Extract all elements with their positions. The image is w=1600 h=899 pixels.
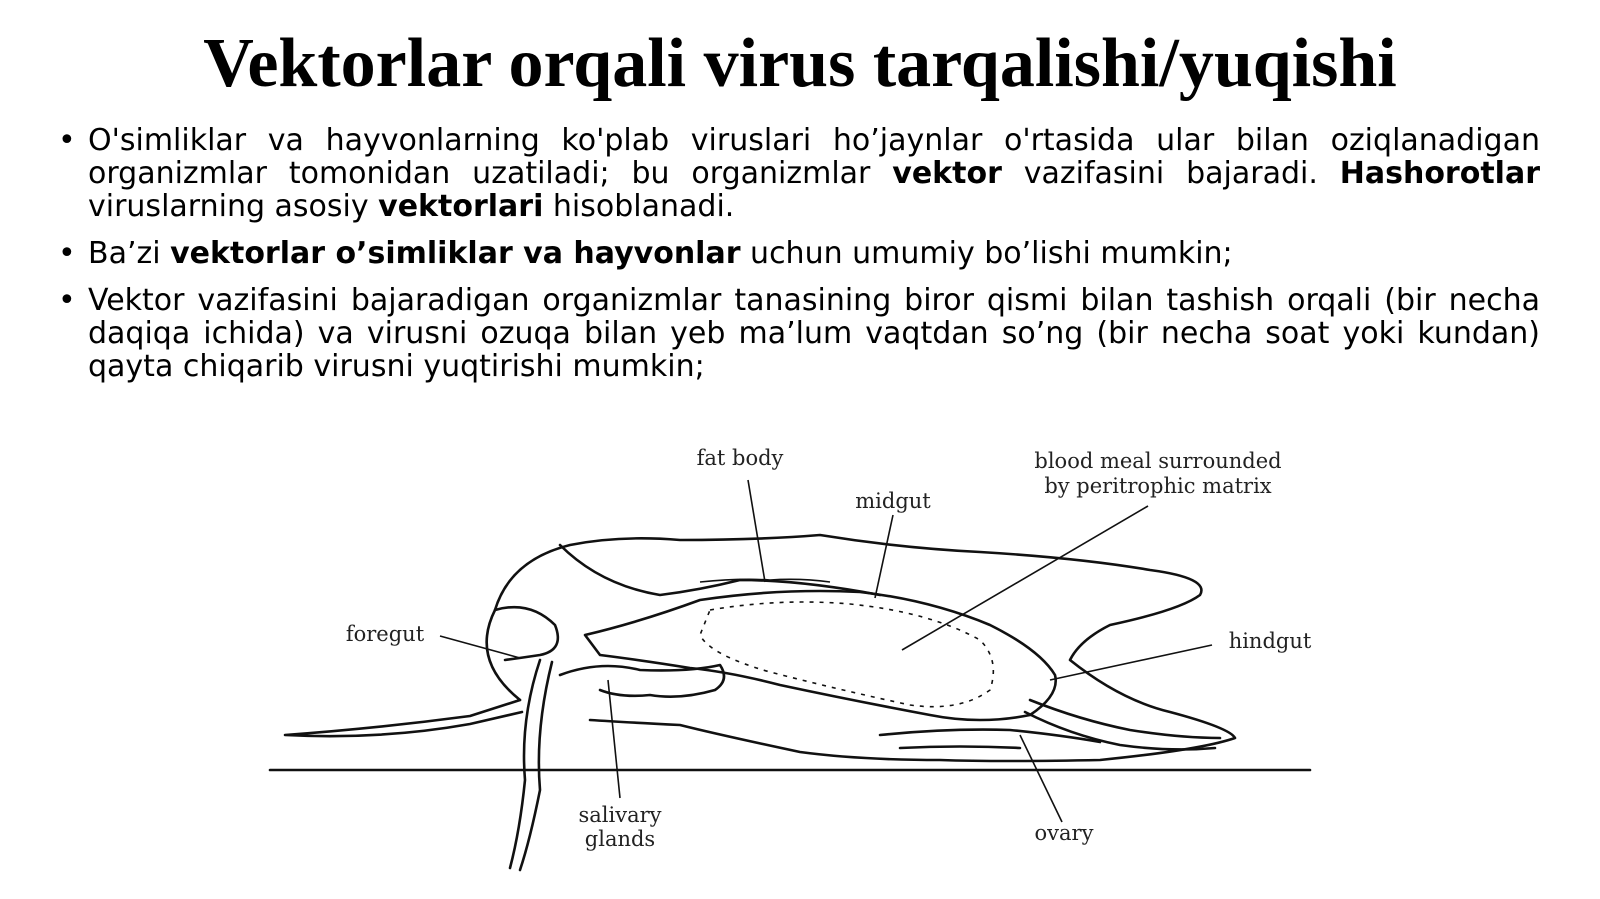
bullet-text-bold: vektorlari — [378, 189, 544, 224]
hindgut-tube — [1025, 700, 1220, 749]
proboscis-outline — [285, 700, 522, 736]
leg-outline — [510, 660, 552, 870]
label-midgut: midgut — [855, 489, 931, 513]
ovary-shape — [880, 730, 1100, 748]
label-ovary: ovary — [1034, 821, 1094, 845]
midgut-outline — [585, 591, 1056, 720]
label-blood-meal-2: by peritrophic matrix — [1044, 474, 1272, 498]
bullet-text-part: uchun umumiy bo’lishi mumkin; — [740, 236, 1233, 271]
bullet-item — [58, 124, 1540, 223]
leader-ovary — [1020, 735, 1062, 822]
bullet-text-part: viruslarning asosiy — [88, 189, 379, 224]
bullet-item — [58, 237, 1540, 270]
thorax-inner — [560, 545, 880, 595]
label-hindgut: hindgut — [1228, 629, 1312, 653]
slide-title: Vektorlar orqali virus tarqalishi/yuqishi — [203, 25, 1397, 102]
diagram-svg — [260, 440, 1350, 890]
leader-salivary — [608, 680, 620, 798]
label-foregut: foregut — [345, 622, 425, 646]
mosquito-anatomy-diagram — [260, 440, 1350, 890]
bullet-text-part: Vektor vazifasini bajaradigan organizmlar tanasining biror qismi bilan tashish orqali (bir necha daqiqa ichida) va virusni ozuqa bilan yeb ma’lum vaqtdan so’ng (bir necha soat yoki kundan) qayta chiqarib virusni yuqtirishi mumkin; — [88, 283, 1540, 384]
bullet-text-part: vazifasini bajaradi. — [1001, 156, 1340, 191]
bullet-list — [58, 124, 1540, 397]
bullet-text-part: hisoblanadi. — [543, 189, 735, 224]
salivary-gland-shape — [560, 665, 724, 697]
label-salivary-2: glands — [584, 827, 656, 851]
bullet-text-bold: vektor — [892, 156, 1002, 191]
bullet-item — [58, 284, 1540, 383]
label-fat-body: fat body — [696, 446, 784, 470]
bullet-marker: • — [58, 123, 76, 158]
bullet-text-part: O'simliklar va hayvonlarning ko'plab viruslari ho’jaynlar o'rtasida ular bilan oziqlanadigan organizmlar tomonidan uzatiladi; bu organizmlar — [88, 123, 1540, 191]
leader-blood-meal — [902, 506, 1148, 650]
head-outline — [495, 607, 558, 660]
bullet-marker: • — [58, 283, 76, 318]
bullet-text-bold: Hashorotlar — [1339, 156, 1540, 191]
body-outline — [487, 535, 1235, 761]
bullet-text-bold: vektorlar o’simliklar va hayvonlar — [170, 236, 741, 271]
bullet-marker: • — [58, 236, 76, 271]
leader-midgut — [875, 515, 893, 598]
label-blood-meal-1: blood meal surrounded — [1034, 449, 1282, 473]
peritrophic-matrix — [700, 602, 993, 707]
label-salivary-1: salivary — [578, 803, 662, 827]
bullet-text-part: Ba’zi — [88, 236, 171, 271]
leader-fat-body — [748, 480, 765, 582]
leader-foregut — [440, 636, 520, 658]
